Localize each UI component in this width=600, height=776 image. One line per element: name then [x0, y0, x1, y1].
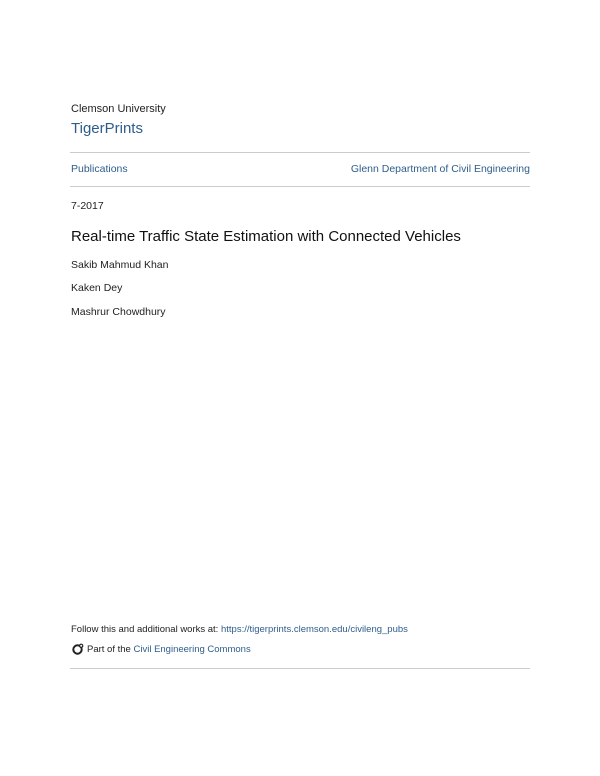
publication-date: 7-2017 [71, 200, 104, 212]
partof-prefix: Part of the [87, 644, 131, 655]
department-link[interactable]: Glenn Department of Civil Engineering [350, 163, 530, 175]
follow-line [71, 624, 408, 635]
part-of-line [71, 643, 251, 656]
civil-engineering-commons-link[interactable]: Civil Engineering Commons [133, 644, 251, 655]
author-name: Kaken Dey [71, 282, 123, 294]
repository-link[interactable]: TigerPrints [71, 120, 143, 137]
follow-prefix: Follow this and additional works at: [71, 624, 221, 635]
author-name: Sakib Mahmud Khan [71, 259, 169, 271]
institution-name: Clemson University [71, 103, 166, 115]
divider-top [70, 152, 530, 153]
network-commons-icon [71, 643, 84, 656]
publications-link[interactable]: Publications [71, 163, 128, 175]
divider-bottom [70, 668, 530, 669]
divider-nav [70, 186, 530, 187]
collection-url-link[interactable]: https://tigerprints.clemson.edu/civileng_pubs [220, 624, 408, 635]
author-name: Mashrur Chowdhury [71, 306, 166, 318]
document-title: Real-time Traffic State Estimation with Connected Vehicles [71, 228, 461, 245]
